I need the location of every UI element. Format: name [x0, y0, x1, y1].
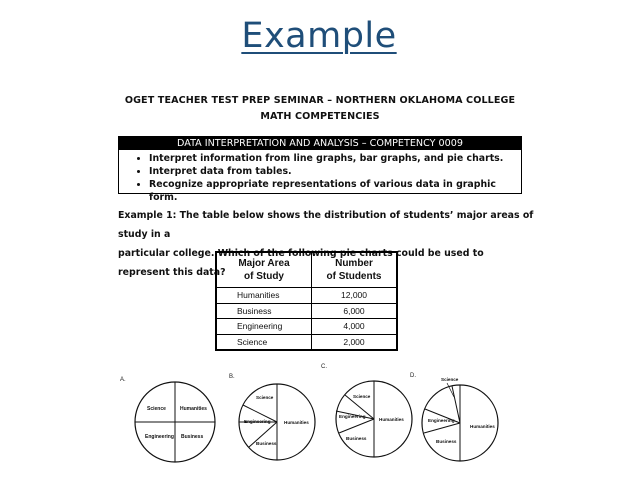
table-row — [216, 319, 397, 335]
slice-label: Science — [256, 395, 274, 400]
slice-label: Science — [353, 394, 371, 399]
table-header-major-area: Major Area of Study — [238, 258, 290, 282]
major-area-table — [215, 251, 398, 351]
option-c[interactable] — [321, 364, 412, 457]
slice-label: Humanities — [180, 406, 207, 412]
table-cell-area: Business — [216, 303, 312, 319]
table-cell-area: Science — [216, 334, 312, 350]
option-b[interactable] — [229, 374, 315, 460]
table-row — [216, 334, 397, 350]
slice-label: Engineering — [339, 414, 366, 419]
table-header-number-of-students: Number of Students — [312, 252, 398, 288]
table-cell-students: 12,000 — [312, 288, 398, 304]
option-letter: A. — [120, 377, 126, 383]
slice-label: Business — [181, 434, 204, 440]
table-cell-students: 4,000 — [312, 319, 398, 335]
question-line: Example 1: The table below shows the distribution of students’ major areas of study in a — [118, 210, 534, 240]
option-d[interactable] — [410, 373, 498, 461]
competency-title: DATA INTERPRETATION AND ANALYSIS – COMPETENCY 0009 — [119, 137, 521, 150]
slice-label: Engineering — [428, 418, 455, 423]
document-header: OGET TEACHER TEST PREP SEMINAR – NORTHERN OKLAHOMA COLLEGE — [124, 95, 516, 106]
competency-item: • Interpret information from line graphs, bar graphs, and pie charts. — [149, 152, 521, 165]
pie-divider — [339, 419, 374, 433]
slice-label: Humanities — [284, 420, 309, 425]
table-cell-area: Humanities — [216, 288, 312, 304]
table-cell-area: Engineering — [216, 319, 312, 335]
answer-options — [0, 360, 638, 479]
slice-label: Engineering — [145, 434, 174, 440]
slice-label: Engineering — [244, 419, 271, 424]
competency-item: • Interpret data from tables. — [149, 165, 521, 178]
competency-list — [119, 150, 521, 203]
option-letter: C. — [321, 364, 327, 370]
slice-label: Business — [256, 441, 277, 446]
option-letter: D. — [410, 373, 416, 379]
table-cell-students: 6,000 — [312, 303, 398, 319]
question-line: particular college. Which of the following pie charts could be used to represent this data? — [118, 248, 484, 278]
table-row — [216, 288, 397, 304]
slice-label: Business — [346, 436, 367, 441]
option-letter: B. — [229, 374, 235, 380]
option-a[interactable] — [120, 377, 215, 462]
competency-item: • Recognize appropriate representations of various data in graphic form. — [149, 178, 521, 191]
slice-label: Business — [436, 439, 457, 444]
pie-divider — [424, 423, 460, 433]
document-subheader: MATH COMPETENCIES — [260, 111, 380, 122]
table-row — [216, 303, 397, 319]
table-header-row — [216, 252, 397, 288]
competency-box — [118, 136, 522, 203]
slice-label: Humanities — [379, 417, 404, 422]
slide-title: Example — [241, 16, 397, 56]
slice-label: Science — [441, 377, 459, 382]
table-cell-students: 2,000 — [312, 334, 398, 350]
slice-label: Humanities — [470, 424, 495, 429]
slice-label: Science — [147, 406, 166, 412]
